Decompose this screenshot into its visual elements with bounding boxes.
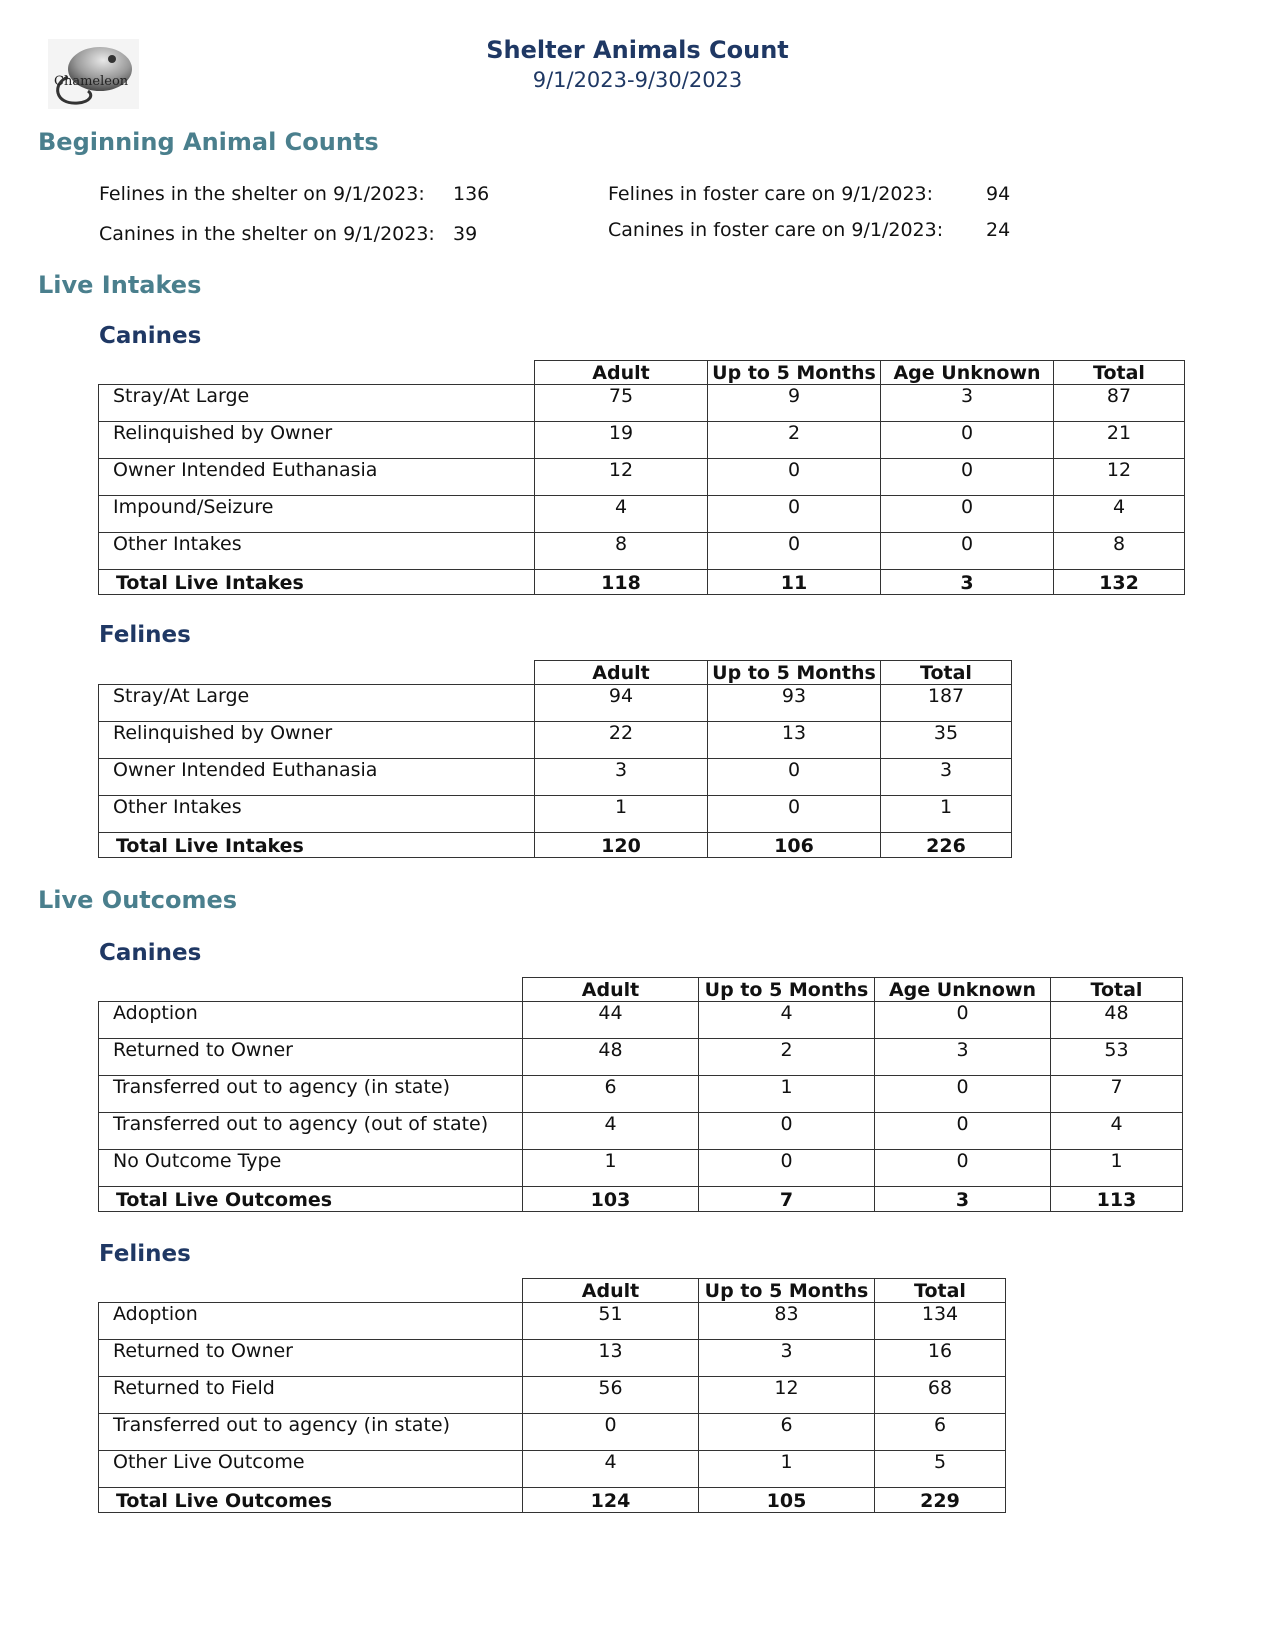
column-header: Total (875, 1279, 1006, 1303)
table-header-row (99, 361, 1185, 385)
total-up-to-5-months: 11 (708, 570, 881, 595)
column-header: Total (881, 661, 1012, 685)
table-row (99, 1076, 1183, 1113)
cell-up-to-5-months: 0 (708, 796, 881, 833)
intakes-felines-heading: Felines (99, 622, 191, 648)
row-label: Transferred out to agency (in state) (99, 1414, 523, 1451)
row-label: Relinquished by Owner (99, 722, 535, 759)
cell-up-to-5-months: 3 (699, 1340, 875, 1377)
cell-total: 1 (1051, 1150, 1183, 1187)
total-adult: 118 (535, 570, 708, 595)
row-label: Transferred out to agency (in state) (99, 1076, 523, 1113)
table-row (99, 685, 1012, 722)
column-header: Age Unknown (875, 978, 1051, 1002)
felines-foster-label: Felines in foster care on 9/1/2023: (608, 183, 934, 205)
cell-adult: 19 (535, 422, 708, 459)
cell-adult: 6 (523, 1076, 699, 1113)
cell-up-to-5-months: 4 (699, 1002, 875, 1039)
column-header: Adult (523, 978, 699, 1002)
report-title: Shelter Animals Count (486, 36, 789, 64)
cell-age-unknown: 0 (881, 459, 1054, 496)
cell-up-to-5-months: 0 (708, 459, 881, 496)
row-label: Transferred out to agency (out of state) (99, 1113, 523, 1150)
table-row (99, 385, 1185, 422)
total-label: Total Live Outcomes (99, 1187, 523, 1212)
total-label: Total Live Intakes (99, 570, 535, 595)
total-total: 229 (875, 1488, 1006, 1513)
felines-shelter-value: 136 (453, 183, 490, 205)
intakes-canines-heading: Canines (99, 323, 202, 349)
cell-age-unknown: 3 (881, 385, 1054, 422)
cell-total: 35 (881, 722, 1012, 759)
table-row (99, 722, 1012, 759)
cell-adult: 4 (523, 1451, 699, 1488)
row-label: Returned to Owner (99, 1039, 523, 1076)
cell-age-unknown: 0 (875, 1002, 1051, 1039)
table-row (99, 1303, 1006, 1340)
row-label: Relinquished by Owner (99, 422, 535, 459)
row-label: Other Live Outcome (99, 1451, 523, 1488)
cell-up-to-5-months: 0 (699, 1113, 875, 1150)
total-adult: 120 (535, 833, 708, 858)
cell-up-to-5-months: 2 (699, 1039, 875, 1076)
live-intakes-heading: Live Intakes (38, 271, 202, 299)
cell-adult: 94 (535, 685, 708, 722)
cell-adult: 4 (535, 496, 708, 533)
cell-up-to-5-months: 1 (699, 1451, 875, 1488)
cell-adult: 3 (535, 759, 708, 796)
cell-up-to-5-months: 0 (708, 533, 881, 570)
cell-adult: 44 (523, 1002, 699, 1039)
total-row (99, 1187, 1183, 1212)
cell-adult: 4 (523, 1113, 699, 1150)
table-row (99, 1414, 1006, 1451)
total-total: 113 (1051, 1187, 1183, 1212)
total-adult: 103 (523, 1187, 699, 1212)
row-label: Returned to Owner (99, 1340, 523, 1377)
row-label: Adoption (99, 1002, 523, 1039)
outcomes-felines-heading: Felines (99, 1241, 191, 1267)
cell-total: 3 (881, 759, 1012, 796)
report-date-range: 9/1/2023-9/30/2023 (532, 68, 743, 92)
row-label: Owner Intended Euthanasia (99, 459, 535, 496)
cell-adult: 56 (523, 1377, 699, 1414)
total-age-unknown: 3 (881, 570, 1054, 595)
cell-total: 187 (881, 685, 1012, 722)
row-label: Stray/At Large (99, 685, 535, 722)
cell-up-to-5-months: 1 (699, 1076, 875, 1113)
cell-total: 6 (875, 1414, 1006, 1451)
cell-adult: 1 (535, 796, 708, 833)
cell-total: 134 (875, 1303, 1006, 1340)
table-row (99, 759, 1012, 796)
cell-total: 7 (1051, 1076, 1183, 1113)
cell-up-to-5-months: 0 (708, 496, 881, 533)
beginning-counts-heading: Beginning Animal Counts (38, 128, 379, 156)
table-row (99, 1340, 1006, 1377)
cell-adult: 75 (535, 385, 708, 422)
table-row (99, 1150, 1183, 1187)
table-header-row (99, 978, 1183, 1002)
table-row (99, 1002, 1183, 1039)
column-header: Up to 5 Months (708, 361, 881, 385)
table-row (99, 1039, 1183, 1076)
cell-adult: 0 (523, 1414, 699, 1451)
cell-total: 1 (881, 796, 1012, 833)
cell-total: 4 (1054, 496, 1185, 533)
row-label: Other Intakes (99, 796, 535, 833)
total-label: Total Live Intakes (99, 833, 535, 858)
intakes-felines-table (98, 660, 1012, 858)
total-row (99, 1488, 1006, 1513)
cell-age-unknown: 0 (875, 1113, 1051, 1150)
felines-foster-value: 94 (986, 183, 1011, 205)
total-total: 132 (1054, 570, 1185, 595)
table-row (99, 459, 1185, 496)
cell-up-to-5-months: 2 (708, 422, 881, 459)
table-row (99, 1377, 1006, 1414)
row-label: Returned to Field (99, 1377, 523, 1414)
cell-age-unknown: 0 (881, 422, 1054, 459)
table-row (99, 1451, 1006, 1488)
cell-total: 53 (1051, 1039, 1183, 1076)
cell-up-to-5-months: 9 (708, 385, 881, 422)
column-header: Total (1051, 978, 1183, 1002)
cell-adult: 12 (535, 459, 708, 496)
total-adult: 124 (523, 1488, 699, 1513)
table-row (99, 533, 1185, 570)
table-row (99, 422, 1185, 459)
table-row (99, 796, 1012, 833)
canines-shelter-value: 39 (453, 223, 478, 245)
cell-adult: 8 (535, 533, 708, 570)
cell-up-to-5-months: 83 (699, 1303, 875, 1340)
cell-age-unknown: 0 (881, 533, 1054, 570)
total-row (99, 570, 1185, 595)
table-header-row (99, 1279, 1006, 1303)
cell-total: 4 (1051, 1113, 1183, 1150)
column-header: Adult (523, 1279, 699, 1303)
cell-age-unknown: 3 (875, 1039, 1051, 1076)
cell-up-to-5-months: 13 (708, 722, 881, 759)
cell-total: 12 (1054, 459, 1185, 496)
felines-shelter-label: Felines in the shelter on 9/1/2023: (99, 183, 425, 205)
cell-total: 48 (1051, 1002, 1183, 1039)
table-header-row (99, 661, 1012, 685)
cell-total: 68 (875, 1377, 1006, 1414)
canines-shelter-label: Canines in the shelter on 9/1/2023: (99, 223, 435, 245)
canines-foster-label: Canines in foster care on 9/1/2023: (608, 219, 944, 241)
column-header: Up to 5 Months (699, 1279, 875, 1303)
cell-age-unknown: 0 (875, 1150, 1051, 1187)
cell-total: 8 (1054, 533, 1185, 570)
cell-up-to-5-months: 12 (699, 1377, 875, 1414)
cell-adult: 22 (535, 722, 708, 759)
cell-total: 16 (875, 1340, 1006, 1377)
row-label: Impound/Seizure (99, 496, 535, 533)
total-total: 226 (881, 833, 1012, 858)
total-label: Total Live Outcomes (99, 1488, 523, 1513)
outcomes-canines-heading: Canines (99, 940, 202, 966)
cell-up-to-5-months: 6 (699, 1414, 875, 1451)
canines-foster-value: 24 (986, 219, 1011, 241)
cell-up-to-5-months: 93 (708, 685, 881, 722)
cell-up-to-5-months: 0 (708, 759, 881, 796)
cell-total: 87 (1054, 385, 1185, 422)
column-header: Up to 5 Months (699, 978, 875, 1002)
column-header: Adult (535, 661, 708, 685)
column-header: Up to 5 Months (708, 661, 881, 685)
cell-adult: 48 (523, 1039, 699, 1076)
svg-text:Chameleon: Chameleon (54, 74, 129, 89)
row-label: Adoption (99, 1303, 523, 1340)
row-label: Other Intakes (99, 533, 535, 570)
total-row (99, 833, 1012, 858)
column-header: Adult (535, 361, 708, 385)
cell-adult: 13 (523, 1340, 699, 1377)
cell-age-unknown: 0 (875, 1076, 1051, 1113)
live-outcomes-heading: Live Outcomes (38, 886, 238, 914)
row-label: Owner Intended Euthanasia (99, 759, 535, 796)
cell-age-unknown: 0 (881, 496, 1054, 533)
cell-adult: 1 (523, 1150, 699, 1187)
total-up-to-5-months: 7 (699, 1187, 875, 1212)
table-row (99, 496, 1185, 533)
cell-total: 5 (875, 1451, 1006, 1488)
total-up-to-5-months: 106 (708, 833, 881, 858)
outcomes-felines-table (98, 1278, 1006, 1513)
cell-up-to-5-months: 0 (699, 1150, 875, 1187)
column-header: Age Unknown (881, 361, 1054, 385)
outcomes-canines-table (98, 977, 1183, 1212)
cell-total: 21 (1054, 422, 1185, 459)
total-age-unknown: 3 (875, 1187, 1051, 1212)
intakes-canines-table (98, 360, 1185, 595)
table-row (99, 1113, 1183, 1150)
column-header: Total (1054, 361, 1185, 385)
row-label: No Outcome Type (99, 1150, 523, 1187)
total-up-to-5-months: 105 (699, 1488, 875, 1513)
row-label: Stray/At Large (99, 385, 535, 422)
cell-adult: 51 (523, 1303, 699, 1340)
